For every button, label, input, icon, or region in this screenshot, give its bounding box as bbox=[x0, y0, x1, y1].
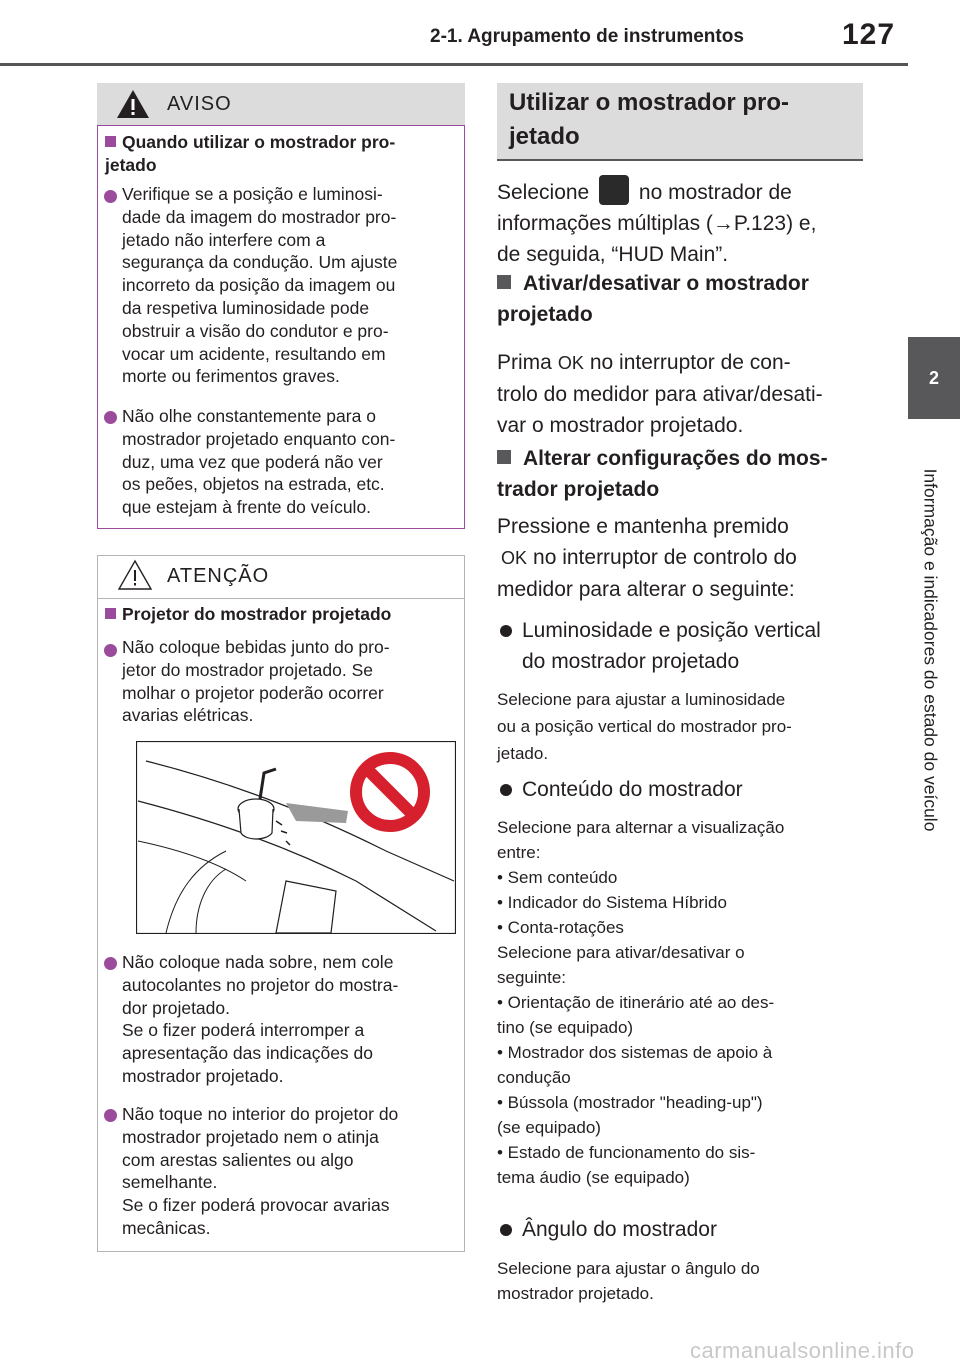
option-brightness-text: Selecione para ajustar a luminosidade ou a posição vertical do mostrador pro- jetado. bbox=[497, 690, 792, 763]
round-bullet-icon bbox=[500, 784, 512, 796]
square-bullet-icon bbox=[497, 275, 511, 289]
warning-subheading: Quando utilizar o mostrador pro- jetado bbox=[105, 132, 396, 175]
dot-bullet-icon bbox=[104, 957, 117, 970]
warning-item-2: Não olhe constantemente para o mostrador projetado enquanto con- duz, uma vez que poderá não ver os peões, objetos na estrada, etc. que estejam à frente do veículo. bbox=[122, 406, 396, 518]
dot-bullet-icon bbox=[104, 190, 117, 203]
chapter-tab bbox=[908, 337, 960, 419]
chapter-label-container bbox=[900, 430, 960, 870]
option-brightness: Luminosidade e posição vertical do mostrador projetado bbox=[522, 619, 821, 673]
square-bullet-icon bbox=[105, 136, 116, 147]
section-title: 2-1. Agrupamento de instrumentos bbox=[430, 26, 744, 47]
dot-bullet-icon bbox=[104, 644, 117, 657]
caution-subheading: Projetor do mostrador projetado bbox=[105, 603, 391, 626]
chapter-label: Informação e indicadores do estado do veículo bbox=[920, 468, 941, 832]
option-angle: Ângulo do mostrador bbox=[522, 1218, 717, 1241]
option-angle-text: Selecione para ajustar o ângulo do mostrador projetado. bbox=[497, 1259, 760, 1303]
option-content-text: Selecione para alternar a visualização entre: • Sem conteúdo • Indicador do Sistema Híbrido • Conta-rotações Selecione para ativar/desativar o seguinte: • Orientação de itinerário até ao des- tino (se equipado) • Mostrador dos sistemas de apoio à condução • Bússola (mostrador "heading-up") (se equipado) • Estado de funcionamento do sis- tema áudio (se equipado) bbox=[497, 818, 785, 1187]
ok-button-icon: OK bbox=[501, 548, 528, 568]
gear-icon bbox=[599, 175, 629, 205]
page-number: 127 bbox=[842, 18, 896, 51]
watermark: carmanualsonline.info bbox=[690, 1338, 915, 1363]
section-heading: Utilizar o mostrador pro- jetado bbox=[509, 89, 790, 150]
caution-heading: ATENÇÃO bbox=[167, 565, 270, 587]
warning-header bbox=[97, 83, 465, 126]
chapter-number: 2 bbox=[928, 367, 939, 388]
warning-triangle-icon bbox=[115, 88, 151, 120]
dot-bullet-icon bbox=[104, 1109, 117, 1122]
warning-item-1: Verifique se a posição e luminosi- dade da imagem do mostrador pro- jetado não interfere com a segurança da condução. Um ajuste incorreto da posição da imagem ou da respetiva luminosidade pode obstruir a visão do condutor e pro- vocar um acidente, resultando em morte ou ferimentos graves. bbox=[122, 184, 398, 387]
subheading-settings: Alterar configurações do mos- trador projetado bbox=[497, 447, 828, 501]
square-bullet-icon bbox=[105, 608, 116, 619]
caution-item-2: Não coloque nada sobre, nem cole autocolantes no projetor do mostra- dor projetado. Se o fizer poderá interromper a apresentação das indicações do mostrador projetado. bbox=[122, 952, 399, 1086]
settings-paragraph: Pressione e mantenha premido OK no interruptor de controlo do medidor para alterar o seguinte: bbox=[497, 515, 797, 601]
intro-paragraph: Selecione no mostrador de informações múltiplas (→P.123) e, de seguida, “HUD Main”. bbox=[497, 175, 877, 270]
square-bullet-icon bbox=[497, 450, 511, 464]
projector-illustration bbox=[136, 741, 456, 934]
section-heading-box bbox=[497, 83, 863, 161]
subheading-activate: Ativar/desativar o mostrador projetado bbox=[497, 272, 809, 326]
caution-item-3: Não toque no interior do projetor do mostrador projetado nem o atinja com arestas salientes ou algo semelhante. Se o fizer poderá provocar avarias mecânicas. bbox=[122, 1104, 399, 1238]
activate-paragraph: Prima OK no interruptor de con- trolo do medidor para ativar/desati- var o mostrador projetado. bbox=[497, 351, 823, 437]
warning-heading: AVISO bbox=[167, 93, 232, 115]
dot-bullet-icon bbox=[104, 411, 117, 424]
ok-button-icon: OK bbox=[557, 353, 584, 373]
round-bullet-icon bbox=[500, 1224, 512, 1236]
round-bullet-icon bbox=[500, 625, 512, 637]
caution-triangle-icon bbox=[117, 559, 153, 591]
caution-header bbox=[97, 555, 465, 599]
option-content: Conteúdo do mostrador bbox=[522, 778, 743, 801]
caution-item-1: Não coloque bebidas junto do pro- jetor do mostrador projetado. Se molhar o projetor poderão ocorrer avarias elétricas. bbox=[122, 637, 390, 726]
header-rule bbox=[0, 63, 908, 66]
